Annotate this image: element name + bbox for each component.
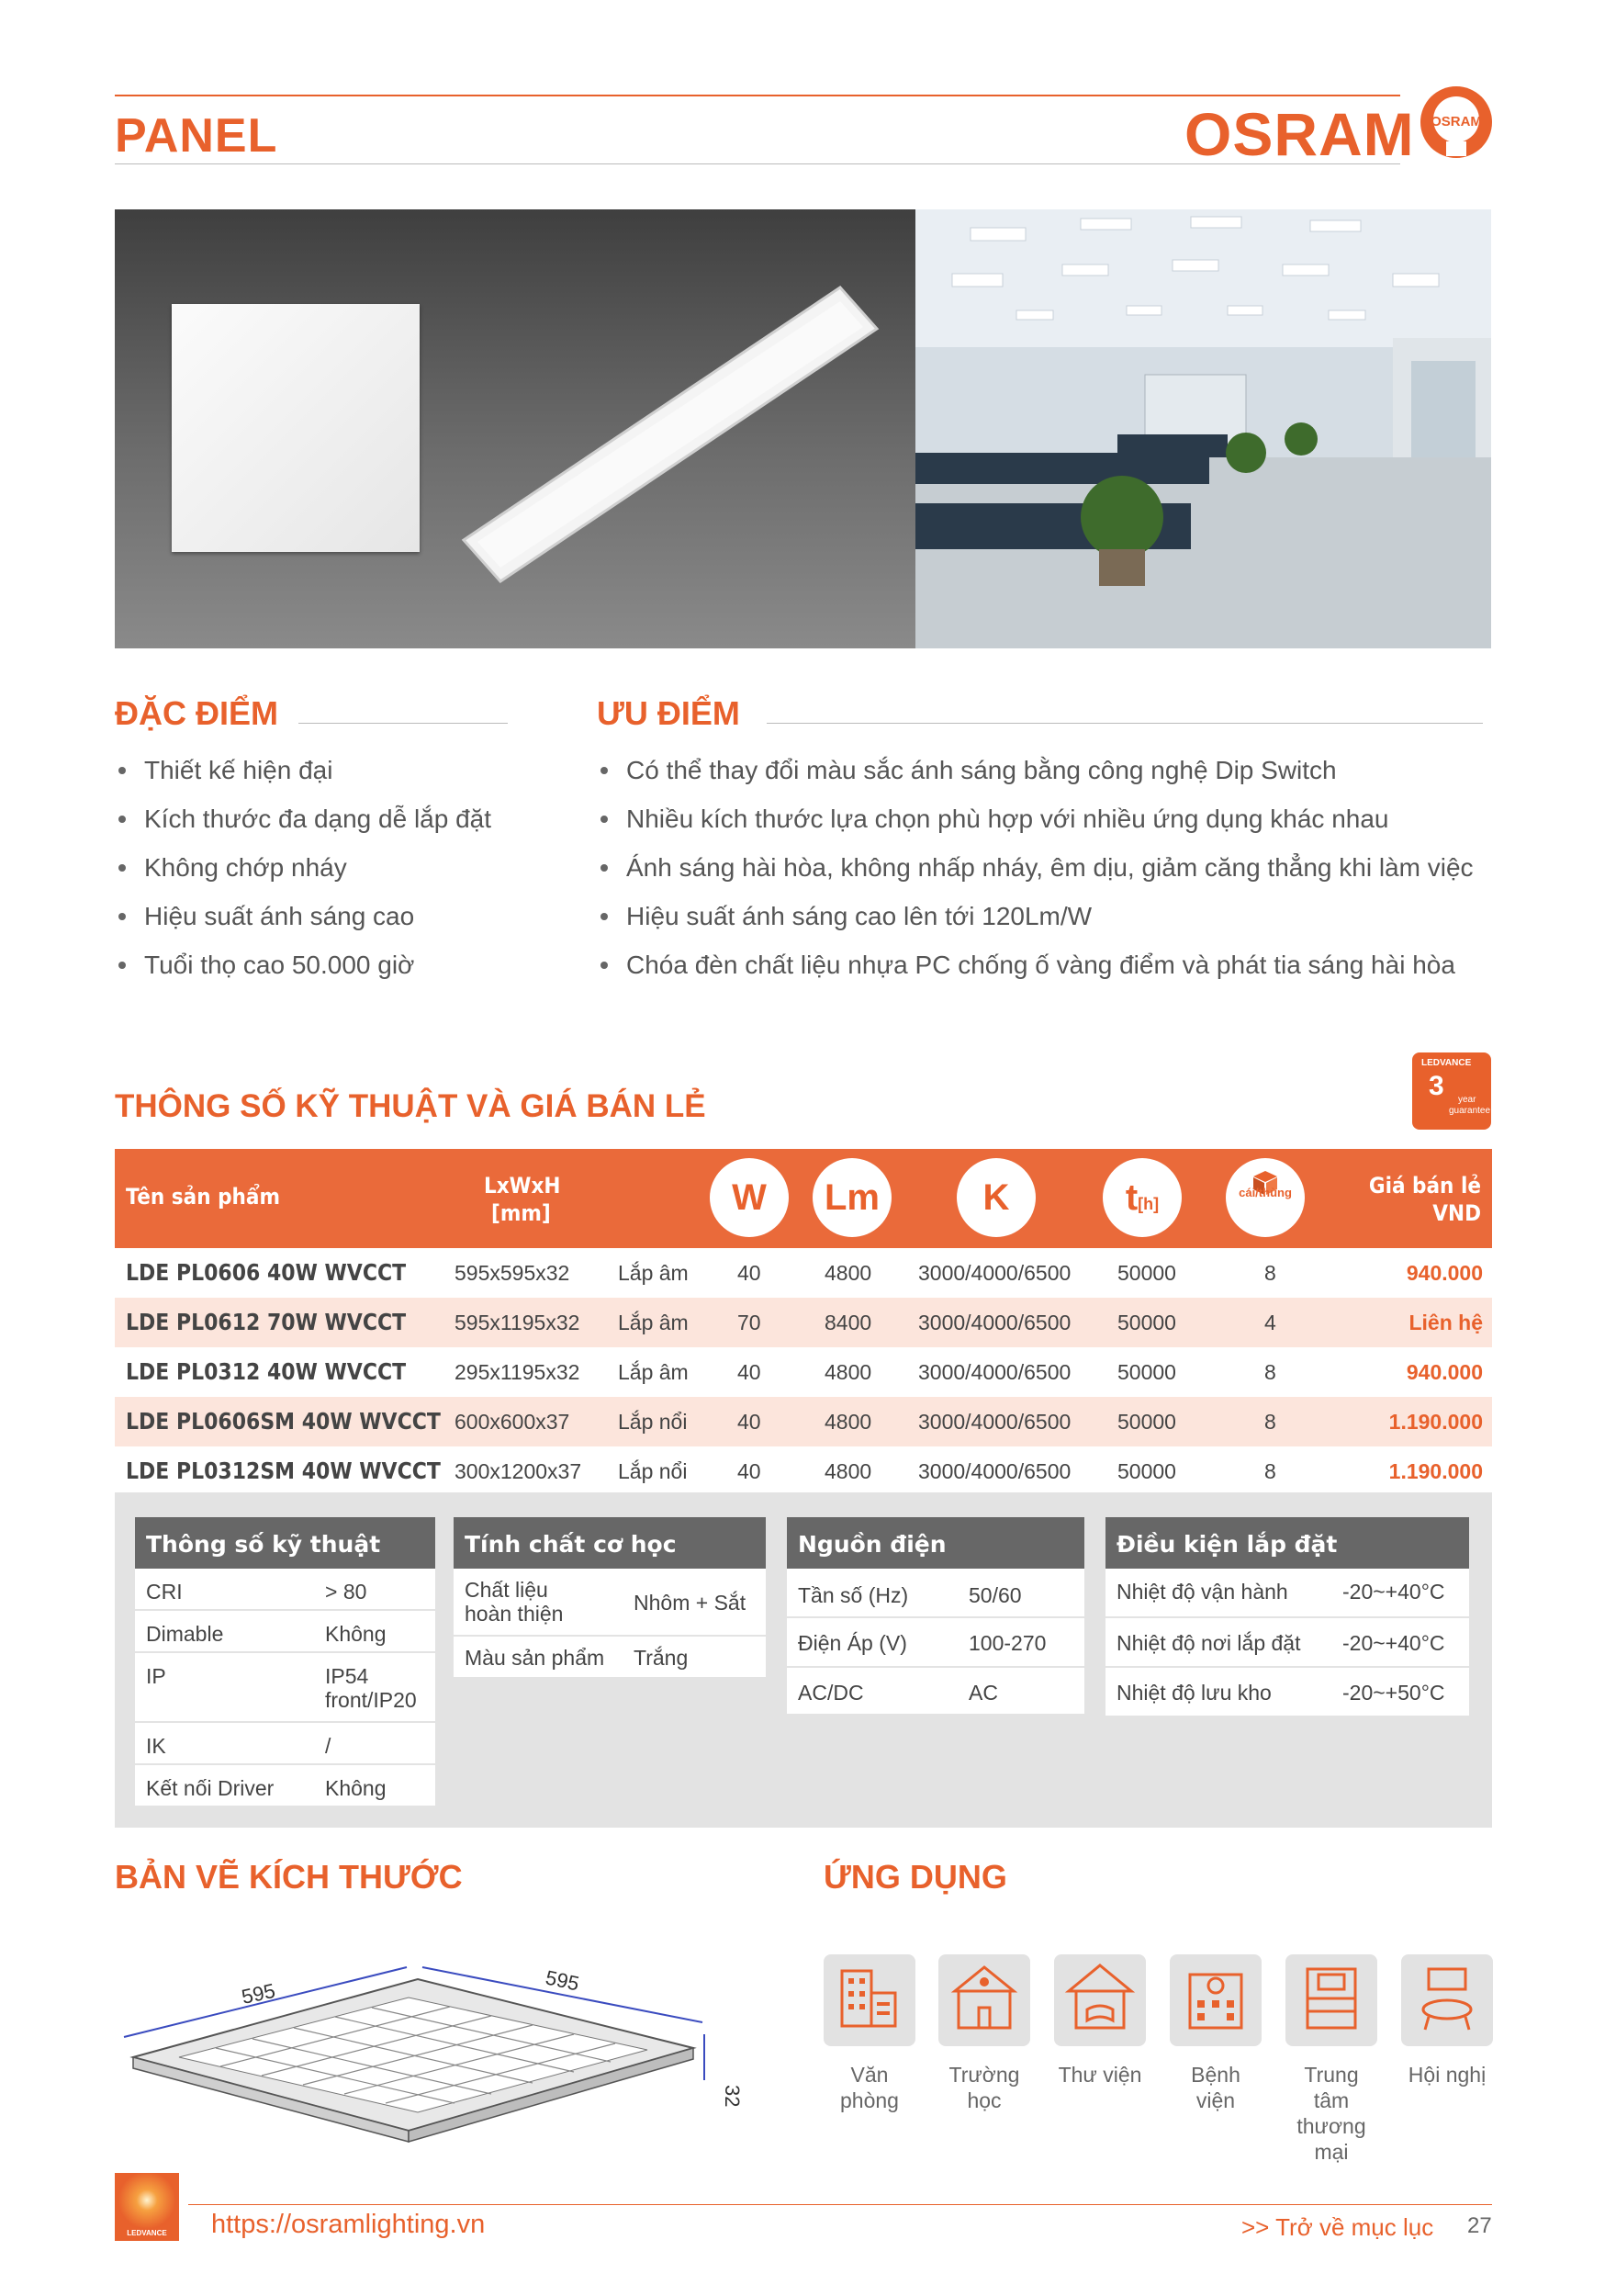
dim-label-a: 595 <box>239 1978 277 2009</box>
col-price-unit: VND <box>1432 1200 1481 1226</box>
spec-key: IK <box>146 1734 166 1758</box>
specs-title: THÔNG SỐ KỸ THUẬT VÀ GIÁ BÁN LẺ <box>115 1088 706 1124</box>
office-scene <box>915 209 1491 648</box>
guarantee-line1: year <box>1458 1095 1476 1105</box>
office-photo <box>915 209 1491 648</box>
cell-k: 3000/4000/6500 <box>918 1261 1072 1285</box>
lifetime-icon <box>1103 1158 1182 1237</box>
cell-name: LDE PL0606SM 40W WVCCT <box>126 1408 441 1435</box>
cell-lm: 8400 <box>825 1311 872 1334</box>
cell-k: 3000/4000/6500 <box>918 1360 1072 1384</box>
feature-item: Kích thước đa dạng dễ lắp đặt <box>115 794 491 843</box>
cell-price: 1.190.000 <box>1388 1459 1483 1483</box>
page-title: PANEL <box>115 109 278 163</box>
features-list <box>115 746 491 989</box>
cell-price: 1.190.000 <box>1388 1410 1483 1434</box>
spec-key: CRI <box>146 1580 183 1604</box>
product-photo <box>115 209 915 648</box>
spec-row <box>1105 1618 1469 1668</box>
advantage-item: Chóa đèn chất liệu nhựa PC chống ố vàng điểm và phát tia sáng hài hòa <box>597 940 1474 989</box>
shopping-mall-icon <box>1285 1954 1377 2046</box>
feature-item: Tuổi thọ cao 50.000 giờ <box>115 940 491 989</box>
cell-lm: 4800 <box>825 1410 872 1434</box>
cell-life: 50000 <box>1117 1261 1176 1285</box>
spec-value: > 80 <box>325 1580 367 1604</box>
cell-dim: 595x1195x32 <box>454 1311 580 1334</box>
spec-key: Nhiệt độ nơi lắp đặt <box>1117 1631 1301 1655</box>
cell-lm: 4800 <box>825 1360 872 1384</box>
cell-dim: 595x595x32 <box>454 1261 570 1285</box>
cell-life: 50000 <box>1117 1311 1176 1334</box>
tech-spec-title: Thông số kỹ thuật <box>135 1517 435 1569</box>
bulb-text: OSRAM <box>1431 114 1482 129</box>
spec-value: -20~+50°C <box>1342 1681 1445 1705</box>
spec-value: AC <box>969 1681 998 1705</box>
cell-mount: Lắp nổi <box>618 1410 688 1434</box>
library-icon <box>1054 1954 1146 2046</box>
guarantee-years: 3 <box>1429 1071 1444 1101</box>
cell-price: 940.000 <box>1406 1261 1483 1285</box>
col-name-header: Tên sản phẩm <box>126 1184 280 1210</box>
osram-logo-text: OSRAM <box>1184 100 1415 168</box>
spec-row <box>135 1611 435 1653</box>
cell-pack: 8 <box>1264 1410 1276 1434</box>
dimension-drawing <box>115 1947 758 2158</box>
square-panel-image <box>172 304 420 552</box>
spec-key: Kết nối Driver <box>146 1776 275 1800</box>
advantage-item: Nhiều kích thước lựa chọn phù hợp với nhiều ứng dụng khác nhau <box>597 794 1474 843</box>
cell-name: LDE PL0312SM 40W WVCCT <box>126 1458 441 1484</box>
mechanical-title: Tính chất cơ học <box>454 1517 766 1569</box>
application-label: Hội nghị <box>1408 2063 1487 2087</box>
col-dim-header: LxWxH <box>484 1173 561 1199</box>
spec-key: Tần số (Hz) <box>798 1583 909 1607</box>
feature-item: Không chớp nháy <box>115 843 491 892</box>
spec-row <box>1105 1668 1469 1716</box>
col-price-header: Giá bán lẻ <box>1368 1173 1481 1199</box>
cell-w: 40 <box>737 1360 761 1384</box>
spec-key: Nhiệt độ vận hành <box>1117 1580 1288 1604</box>
guarantee-line2: guarantee <box>1449 1106 1491 1116</box>
cell-k: 3000/4000/6500 <box>918 1311 1072 1334</box>
spec-row <box>787 1618 1084 1668</box>
spec-row <box>787 1668 1084 1714</box>
cell-name: LDE PL0612 70W WVCCT <box>126 1309 407 1335</box>
advantages-list <box>597 746 1474 989</box>
spec-key: Dimable <box>146 1622 224 1646</box>
cell-mount: Lắp nổi <box>618 1459 688 1483</box>
dim-label-b: 595 <box>543 1965 582 1996</box>
table-row <box>115 1397 1492 1446</box>
install-conditions-box <box>1105 1517 1469 1716</box>
drawing-title: BẢN VẼ KÍCH THƯỚC <box>115 1858 463 1896</box>
box-icon <box>1226 1158 1305 1237</box>
cell-name: LDE PL0606 40W WVCCT <box>126 1259 407 1286</box>
application-label: Văn phòng <box>840 2063 899 2112</box>
cell-life: 50000 <box>1117 1410 1176 1434</box>
application-label: Thư viện <box>1058 2063 1142 2087</box>
advantages-rule <box>767 723 1483 724</box>
spec-row <box>135 1765 435 1806</box>
spec-row <box>135 1569 435 1611</box>
spec-row <box>1105 1569 1469 1618</box>
advantages-title: ƯU ĐIỂM <box>597 694 740 732</box>
col-dim-unit: [mm] <box>491 1200 551 1226</box>
cell-mount: Lắp âm <box>618 1261 689 1285</box>
school-icon <box>938 1954 1030 2046</box>
mechanical-box <box>454 1517 766 1677</box>
application-label: Bệnh viện <box>1191 2063 1240 2112</box>
table-row <box>115 1446 1492 1496</box>
cell-dim: 300x1200x37 <box>454 1459 582 1483</box>
table-row <box>115 1298 1492 1347</box>
cell-w: 40 <box>737 1410 761 1434</box>
spec-value: / <box>325 1734 331 1758</box>
lumen-icon: Lm <box>813 1158 892 1237</box>
lifetime-unit: [h] <box>1138 1195 1160 1213</box>
cell-mount: Lắp âm <box>618 1311 689 1334</box>
dim-label-h: 32 <box>721 2085 744 2108</box>
kelvin-icon: K <box>957 1158 1036 1237</box>
cell-mount: Lắp âm <box>618 1360 689 1384</box>
cell-pack: 4 <box>1264 1311 1276 1334</box>
spec-value: 100-270 <box>969 1631 1047 1655</box>
spec-value: Nhôm + Sắt <box>634 1591 746 1615</box>
osram-bulb-logo <box>1419 84 1494 169</box>
spec-value: -20~+40°C <box>1342 1580 1445 1604</box>
table-row <box>115 1347 1492 1397</box>
features-title: ĐẶC ĐIỂM <box>115 694 278 732</box>
cell-price: 940.000 <box>1406 1360 1483 1384</box>
power-box <box>787 1517 1084 1714</box>
spec-key: Nhiệt độ lưu kho <box>1117 1681 1272 1705</box>
power-title: Nguồn điện <box>787 1517 1084 1569</box>
ledvance-logo-text: LEDVANCE <box>127 2229 167 2237</box>
cell-k: 3000/4000/6500 <box>918 1459 1072 1483</box>
back-to-toc-link[interactable]: >> Trở về mục lục <box>1241 2213 1434 2241</box>
table-row <box>115 1248 1492 1298</box>
cell-life: 50000 <box>1117 1360 1176 1384</box>
spec-value: IP54 front/IP20 <box>325 1664 417 1712</box>
page-number: 27 <box>1467 2213 1492 2238</box>
spec-value: Trắng <box>634 1646 689 1670</box>
conference-icon <box>1401 1954 1493 2046</box>
cell-name: LDE PL0312 40W WVCCT <box>126 1358 407 1385</box>
spec-key: AC/DC <box>798 1681 864 1705</box>
spec-key: Màu sản phẩm <box>465 1646 605 1670</box>
footer-rule <box>188 2204 1492 2205</box>
top-rule <box>115 95 1400 96</box>
guarantee-brand: LEDVANCE <box>1421 1058 1472 1068</box>
pack-label: cái/thùng <box>1239 1186 1292 1199</box>
application-label: Trung tâm thương mại <box>1296 2063 1366 2164</box>
spec-value: Không <box>325 1622 387 1646</box>
spec-row <box>454 1637 766 1677</box>
cell-w: 40 <box>737 1459 761 1483</box>
cell-pack: 8 <box>1264 1459 1276 1483</box>
advantage-item: Có thể thay đổi màu sắc ánh sáng bằng công nghệ Dip Switch <box>597 746 1474 794</box>
rectangular-panel-image <box>445 264 886 613</box>
applications-title: ỨNG DỤNG <box>824 1858 1007 1896</box>
advantage-item: Hiệu suất ánh sáng cao lên tới 120Lm/W <box>597 892 1474 940</box>
cell-k: 3000/4000/6500 <box>918 1410 1072 1434</box>
cell-lm: 4800 <box>825 1459 872 1483</box>
advantage-item: Ánh sáng hài hòa, không nhấp nháy, êm dịu, giảm căng thẳng khi làm việc <box>597 843 1474 892</box>
website-link[interactable]: https://osramlighting.vn <box>211 2210 486 2239</box>
spec-row <box>454 1569 766 1637</box>
cell-life: 50000 <box>1117 1459 1176 1483</box>
spec-key: Chất liệu hoàn thiện <box>465 1578 564 1626</box>
table-header <box>115 1149 1492 1248</box>
spec-row <box>787 1569 1084 1618</box>
spec-value: -20~+40°C <box>1342 1631 1445 1655</box>
install-title: Điều kiện lắp đặt <box>1105 1517 1469 1569</box>
watt-icon: W <box>710 1158 789 1237</box>
hospital-icon <box>1170 1954 1262 2046</box>
lifetime-t: t <box>1125 1177 1139 1218</box>
spec-value: 50/60 <box>969 1583 1022 1607</box>
office-building-icon <box>824 1954 915 2046</box>
cell-w: 40 <box>737 1261 761 1285</box>
cell-dim: 295x1195x32 <box>454 1360 580 1384</box>
spec-key: Điện Áp (V) <box>798 1631 907 1655</box>
guarantee-badge <box>1412 1052 1491 1130</box>
cell-dim: 600x600x37 <box>454 1410 570 1434</box>
ledvance-logo <box>115 2173 179 2241</box>
cell-pack: 8 <box>1264 1261 1276 1285</box>
cell-pack: 8 <box>1264 1360 1276 1384</box>
spec-row <box>135 1653 435 1723</box>
spec-value: Không <box>325 1776 387 1800</box>
features-rule <box>298 723 508 724</box>
spec-key: IP <box>146 1664 166 1688</box>
cell-lm: 4800 <box>825 1261 872 1285</box>
cell-price: Liên hệ <box>1408 1311 1483 1334</box>
tech-spec-box <box>135 1517 435 1806</box>
application-label: Trường học <box>948 2063 1020 2112</box>
feature-item: Thiết kế hiện đại <box>115 746 491 794</box>
feature-item: Hiệu suất ánh sáng cao <box>115 892 491 940</box>
cell-w: 70 <box>737 1311 761 1334</box>
spec-row <box>135 1723 435 1765</box>
